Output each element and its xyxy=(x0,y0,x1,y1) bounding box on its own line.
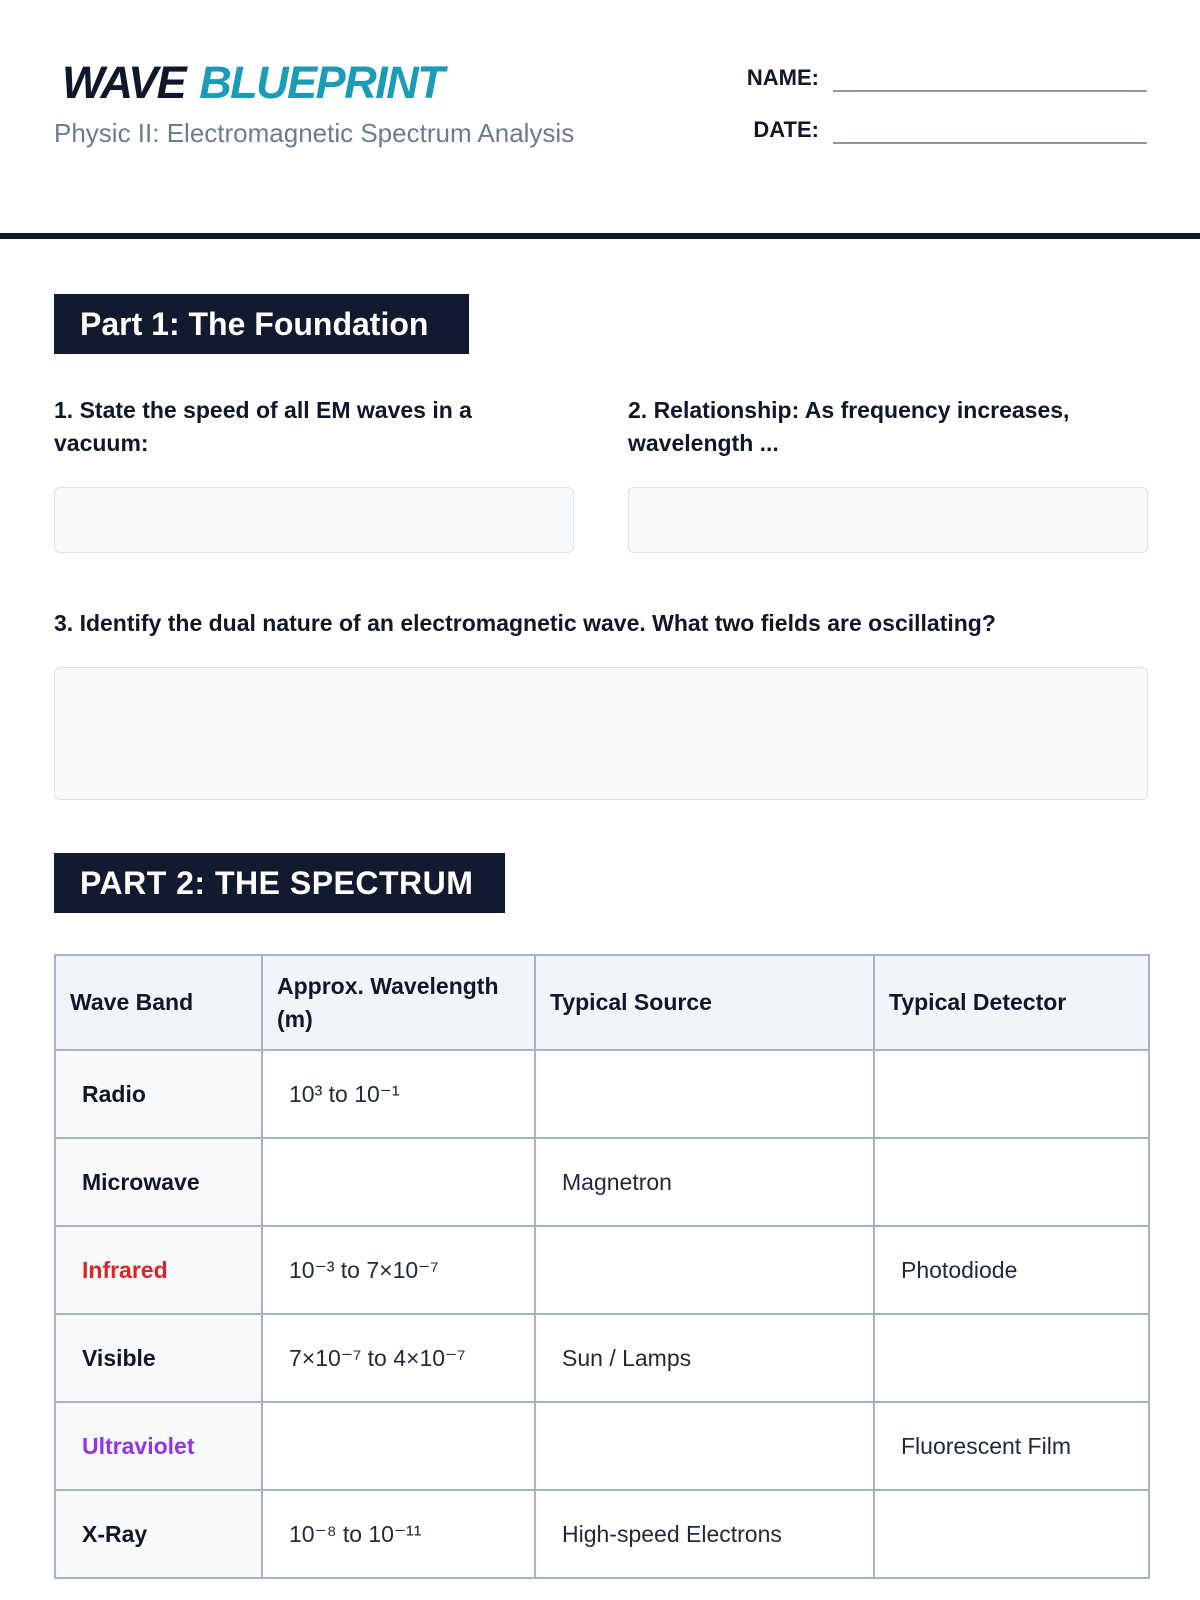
name-row xyxy=(747,58,1147,92)
source-cell[interactable]: Magnetron xyxy=(535,1138,874,1226)
column-header-detector: Typical Detector xyxy=(874,955,1149,1050)
column-header-wave-band: Wave Band xyxy=(55,955,262,1050)
detector-cell[interactable] xyxy=(874,1050,1149,1138)
detector-cell[interactable] xyxy=(874,1138,1149,1226)
detector-cell[interactable]: Photodiode xyxy=(874,1226,1149,1314)
detector-cell[interactable]: Fluorescent Film xyxy=(874,1402,1149,1490)
name-field-line[interactable] xyxy=(833,58,1147,92)
source-cell[interactable]: High-speed Electrons xyxy=(535,1490,874,1578)
detector-cell[interactable] xyxy=(874,1314,1149,1402)
table-row xyxy=(55,1490,1149,1578)
band-cell: Visible xyxy=(55,1314,262,1402)
question-3: 3. Identify the dual nature of an electromagnetic wave. What two fields are oscillating? xyxy=(54,610,996,636)
source-cell[interactable]: Sun / Lamps xyxy=(535,1314,874,1402)
date-row xyxy=(753,110,1147,144)
source-cell[interactable] xyxy=(535,1226,874,1314)
table-row xyxy=(55,1226,1149,1314)
table-row xyxy=(55,1402,1149,1490)
table-row xyxy=(55,1314,1149,1402)
column-header-source: Typical Source xyxy=(535,955,874,1050)
detector-cell[interactable] xyxy=(874,1490,1149,1578)
wavelength-cell[interactable]: 10³ to 10⁻¹ xyxy=(262,1050,535,1138)
source-cell[interactable] xyxy=(535,1050,874,1138)
answer-box-3[interactable] xyxy=(54,667,1148,800)
answer-box-2[interactable] xyxy=(628,487,1148,553)
wavelength-cell[interactable] xyxy=(262,1402,535,1490)
question-1: 1. State the speed of all EM waves in a vacuum: xyxy=(54,397,472,456)
table-header-row xyxy=(55,955,1149,1050)
wavelength-cell[interactable]: 10⁻⁸ to 10⁻¹¹ xyxy=(262,1490,535,1578)
band-cell: Radio xyxy=(55,1050,262,1138)
title-word-wave: WAVE xyxy=(62,57,186,108)
date-label: DATE: xyxy=(753,117,819,142)
worksheet-subtitle: Physic II: Electromagnetic Spectrum Analysis xyxy=(54,118,575,148)
header-divider xyxy=(0,233,1200,239)
wavelength-cell[interactable] xyxy=(262,1138,535,1226)
question-2: 2. Relationship: As frequency increases, wavelength ... xyxy=(628,397,1070,456)
part2-heading: PART 2: THE SPECTRUM xyxy=(54,853,505,913)
table-row xyxy=(55,1050,1149,1138)
band-cell: Ultraviolet xyxy=(55,1402,262,1490)
band-cell: Microwave xyxy=(55,1138,262,1226)
band-cell: Infrared xyxy=(55,1226,262,1314)
worksheet-header xyxy=(0,0,1200,232)
source-cell[interactable] xyxy=(535,1402,874,1490)
date-field-line[interactable] xyxy=(833,110,1147,144)
band-cell: X-Ray xyxy=(55,1490,262,1578)
table-row xyxy=(55,1138,1149,1226)
answer-box-1[interactable] xyxy=(54,487,574,553)
column-header-wavelength: Approx. Wavelength (m) xyxy=(262,955,535,1050)
worksheet-title xyxy=(62,58,443,108)
name-label: NAME: xyxy=(746,65,819,90)
title-word-blueprint: BLUEPRINT xyxy=(199,57,444,108)
part1-heading: Part 1: The Foundation xyxy=(54,294,469,354)
wavelength-cell[interactable]: 7×10⁻⁷ to 4×10⁻⁷ xyxy=(262,1314,535,1402)
wavelength-cell[interactable]: 10⁻³ to 7×10⁻⁷ xyxy=(262,1226,535,1314)
spectrum-table xyxy=(54,954,1150,1579)
